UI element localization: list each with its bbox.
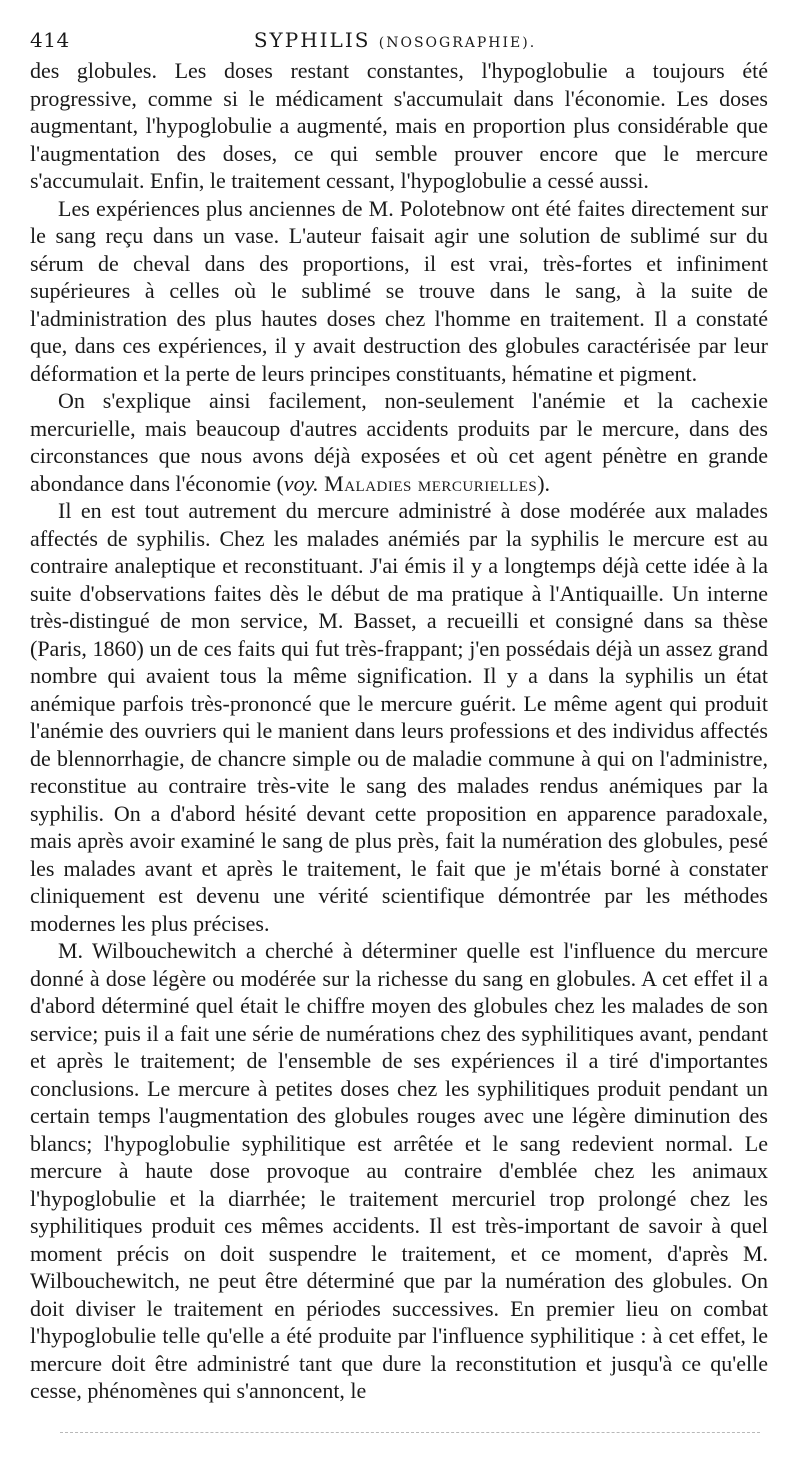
running-title-main: SYPHILIS bbox=[253, 28, 371, 52]
paragraph-3-italic-ref: voy. bbox=[283, 470, 319, 496]
body-text bbox=[30, 57, 768, 1405]
running-title-subtitle: (NOSOGRAPHIE). bbox=[378, 35, 537, 51]
paragraph-3-text: On s'explique ainsi facilement, non-seulement l'anémie et la cachexie mercurielle, mais beaucoup d'autres accidents produits par le mercure, dans des circonstances que nous avons déjà exposées et où cet agent pénètre en grande abondance dans l'économie ( bbox=[30, 388, 768, 496]
page-number: 414 bbox=[30, 28, 70, 52]
footer-divider bbox=[60, 1432, 760, 1433]
paragraph-3-end: ). bbox=[537, 470, 551, 496]
paragraph-2: Les expériences plus anciennes de M. Polotebnow ont été faites directement sur le sang reçu dans un vase. L'auteur faisait agir une solution de sublimé sur du sérum de cheval dans des proportions, il est vrai, très-fortes et infiniment supérieures à celles où le sublimé se trouve dans le sang, à la suite de l'administration des plus hautes doses chez l'homme en traitement. Il a constaté que, dans ces expériences, il y avait destruction des globules caractérisée par leur déformation et la perte de leurs principes constituants, hématine et pigment. bbox=[30, 195, 768, 386]
paragraph-3-cross-reference: Maladies mercurielles bbox=[324, 470, 538, 496]
paragraph-1: des globules. Les doses restant constantes, l'hypoglobulie a toujours été progressive, comme si le médicament s'accumulait dans l'économie. Les doses augmentant, l'hypoglobulie a augmenté, mais en proportion plus considérable que l'augmentation des doses, ce qui semble prouver encore que le mercure s'accumulait. Enfin, le traitement cessant, l'hypoglobulie a cessé aussi. bbox=[30, 58, 768, 193]
paragraph-4: Il en est tout autrement du mercure administré à dose modérée aux malades affectés de syphilis. Chez les malades anémiés par la syphilis le mercure est au contraire analeptique et reconstituant. J'ai émis il y a longtemps déjà cette idée à la suite d'observations faites dès le début de ma pratique à l'Antiquaille. Un interne très-distingué de mon service, M. Basset, a recueilli et consigné dans sa thèse (Paris, 1860) un de ces faits qui fut très-frappant; j'en possédais déjà un assez grand nombre qui avaient tous la même signification. Il y a dans la syphilis un état anémique parfois très-prononcé que le mercure guérit. Le même agent qui produit l'anémie des ouvriers qui le manient dans leurs professions et des individus affectés de blennorrhagie, de chancre simple ou de maladie commune à qui on l'administre, reconstitue au contraire très-vite le sang des malades rendus anémiques par la syphilis. On a d'abord hésité devant cette proposition en apparence paradoxale, mais après avoir examiné le sang de plus près, fait la numération des globules, pesé les malades avant et après le traitement, le fait que je m'étais borné à constater cliniquement est devenu une vérité scientifique démontrée par les méthodes modernes les plus précises. bbox=[30, 498, 768, 936]
running-title bbox=[30, 28, 760, 52]
paragraph-3 bbox=[30, 387, 768, 497]
paragraph-5: M. Wilbouchewitch a cherché à déterminer quelle est l'influence du mercure donné à dose légère ou modérée sur la richesse du sang en globules. A cet effet il a d'abord déterminé quel était le chiffre moyen des globules chez les malades de son service; puis il a fait une série de numérations chez des syphilitiques avant, pendant et après le traitement; de l'ensemble de ses expériences il a tiré d'importantes conclusions. Le mercure à petites doses chez les syphilitiques produit pendant un certain temps l'augmentation des globules rouges avec une légère diminution des blancs; l'hypoglobulie syphilitique est arrêtée et le sang redevient normal. Le mercure à haute dose provoque au contraire d'emblée chez les animaux l'hypoglobulie et la diarrhée; le traitement mercuriel trop prolongé chez les syphilitiques produit ces mêmes accidents. Il est très-important de savoir à quel moment précis on doit suspendre le traitement, et ce moment, d'après M. Wilbouchewitch, ne peut être déterminé que par la numération des globules. On doit diviser le traitement en périodes successives. En premier lieu on combat l'hypoglobulie telle qu'elle a été produite par l'influence syphilitique : à cet effet, le mercure doit être administré tant que dure la reconstitution et jusqu'à ce qu'elle cesse, phénomènes qui s'annoncent, le bbox=[30, 938, 768, 1403]
running-header bbox=[30, 28, 760, 58]
